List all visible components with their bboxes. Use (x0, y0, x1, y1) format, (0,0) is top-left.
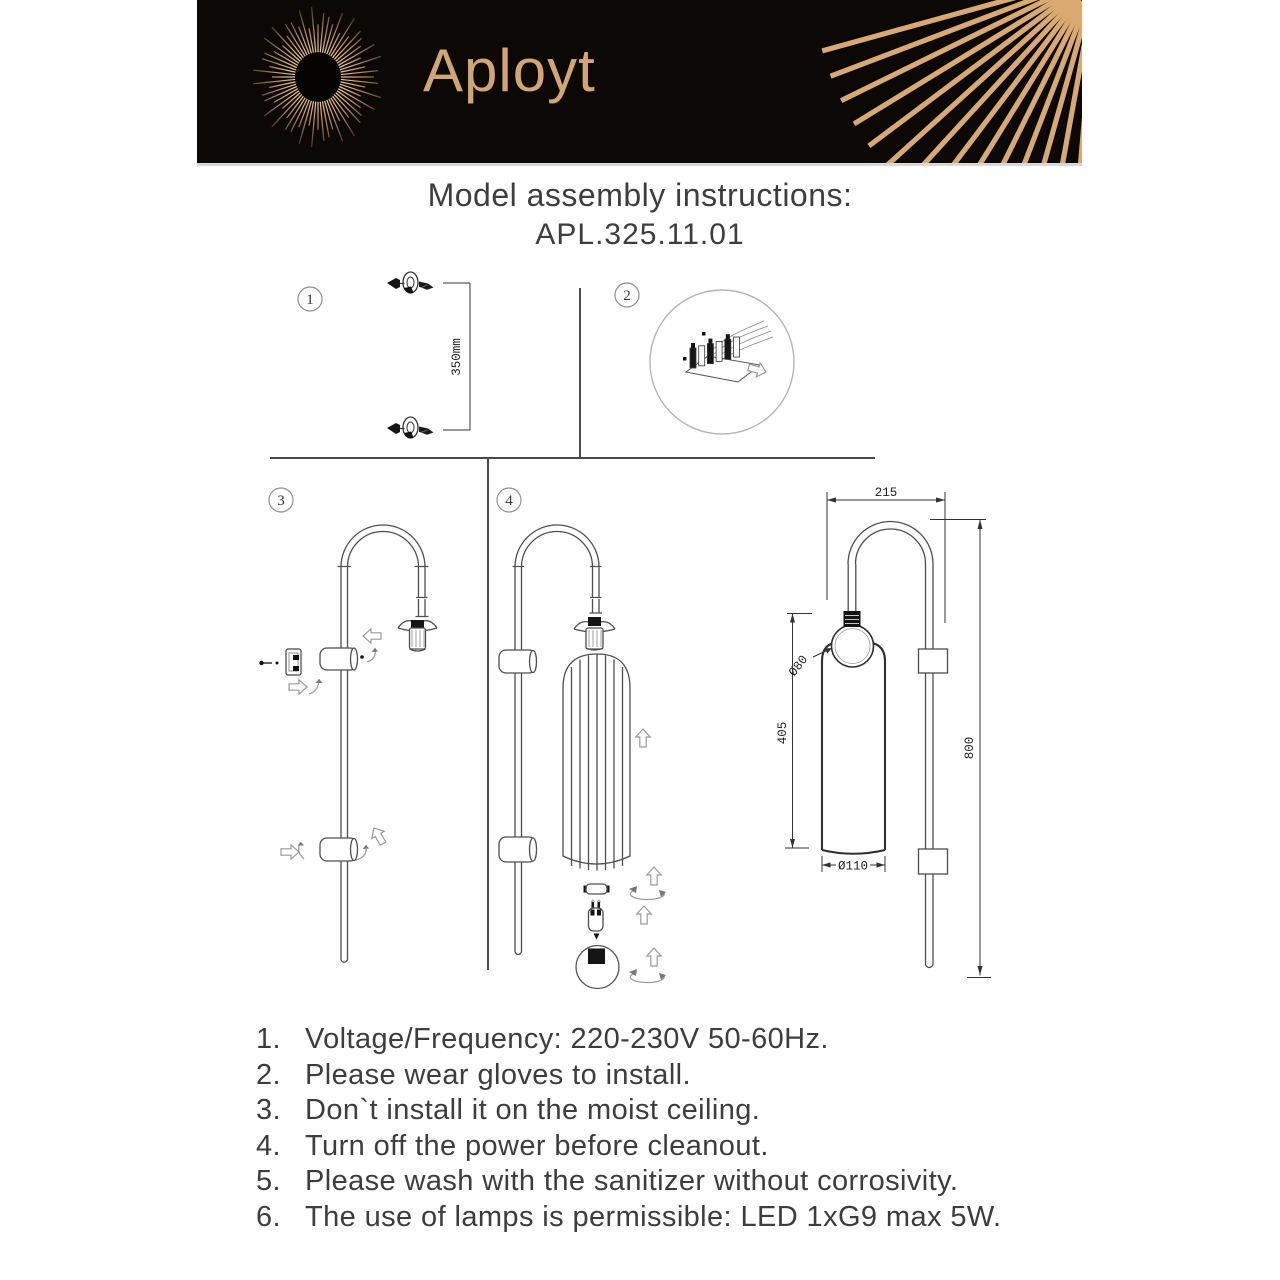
g9-bulb-icon (589, 900, 604, 939)
lamp-frame-drawing (259, 525, 437, 962)
dimension-drawing (776, 486, 991, 978)
dimension-350mm (443, 283, 470, 430)
wall-bracket-icon (259, 649, 301, 675)
terminal-block-icon (683, 321, 773, 382)
instruction-item (256, 1129, 1002, 1165)
panel-dividers (270, 288, 875, 970)
instructions-list (256, 1022, 1002, 1236)
dim-d80-label: Ø80 (786, 652, 812, 680)
dim-405-label: 405 (776, 721, 790, 745)
instruction-number: 1. (256, 1023, 281, 1055)
instruction-text: Don`t install it on the moist ceiling. (305, 1094, 761, 1127)
step-1-number: 1 (306, 292, 314, 308)
instruction-text: Voltage/Frequency: 220-230V 50-60Hz. (305, 1023, 829, 1055)
page-title: Model assembly instructions: (427, 177, 853, 213)
dim-d110-label: Ø110 (837, 859, 869, 874)
instruction-item (256, 1093, 1002, 1129)
detail-circle (650, 290, 794, 434)
instruction-item (256, 1058, 1002, 1094)
step-1-diagram (298, 272, 470, 438)
step-2-number: 2 (623, 288, 631, 304)
step-4-number: 4 (505, 493, 513, 509)
wall-anchor-bottom-icon (387, 417, 434, 438)
ball-outline (832, 625, 874, 667)
glass-shade-drawing (563, 654, 630, 871)
step-2-diagram (615, 283, 794, 434)
dimension-405 (776, 614, 812, 849)
instruction-text: Please wash with the sanitizer without corrosivity. (305, 1165, 959, 1198)
dimension-d110 (822, 856, 885, 874)
instruction-text: The use of lamps is permissible: LED 1xG9 max 5W. (305, 1200, 1002, 1233)
instruction-text: Turn off the power before cleanout. (305, 1129, 769, 1162)
dim-800-label: 800 (963, 736, 977, 760)
instruction-number: 5. (256, 1165, 281, 1198)
instruction-text: Please wear gloves to install. (305, 1058, 691, 1091)
model-code: APL.325.11.01 (535, 218, 745, 251)
instruction-number: 2. (256, 1058, 281, 1091)
dim-215-label: 215 (874, 486, 898, 500)
step-3-number: 3 (277, 493, 285, 509)
dimension-d80 (786, 648, 832, 679)
retaining-ring-icon (584, 884, 610, 894)
step-3-diagram (259, 488, 437, 962)
instruction-number: 6. (256, 1200, 281, 1233)
dimension-215 (827, 486, 945, 623)
lamp-assembly-drawing (499, 525, 666, 989)
instruction-item (256, 1164, 1002, 1200)
instruction-item (256, 1022, 1002, 1058)
instruction-item (256, 1200, 1002, 1236)
wall-anchor-top-icon (387, 272, 434, 293)
diffuser-ball-icon (576, 946, 619, 989)
dimension-800 (930, 520, 991, 978)
step-4-diagram (497, 488, 666, 989)
brand-name: Aployt (423, 37, 596, 104)
lift-arrow-icon (636, 729, 650, 747)
dim-350mm-label: 350mm (450, 338, 464, 376)
instruction-number: 4. (256, 1129, 281, 1162)
instruction-number: 3. (256, 1094, 281, 1127)
